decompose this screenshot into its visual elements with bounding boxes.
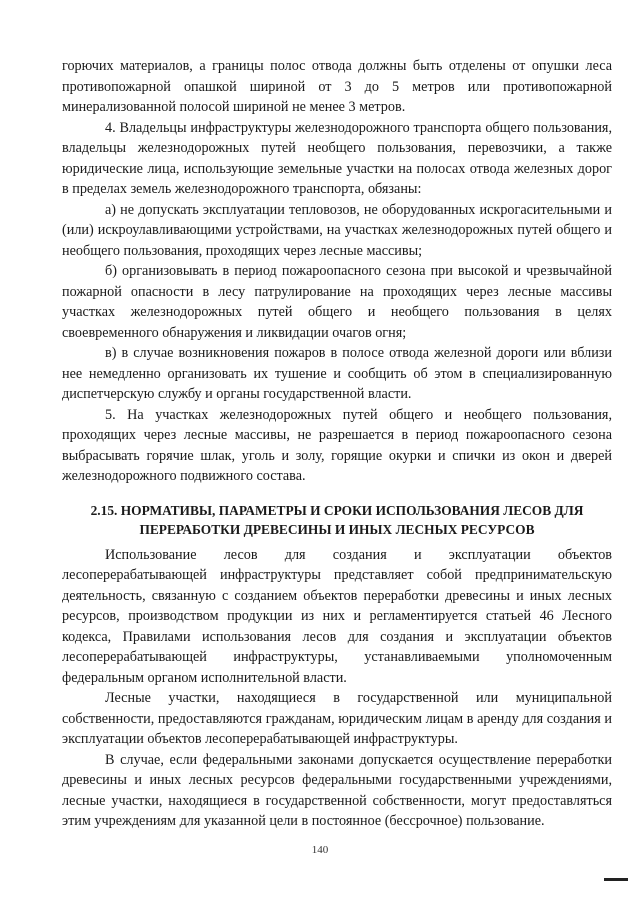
paragraph-item-v: в) в случае возникновения пожаров в полосе отвода железной дороги или вблизи нее немедленно организовать их тушение и сообщить об этом в специализированную диспетчерскую службу и органы государственной власти. <box>62 345 612 402</box>
paragraph-continuation: горючих материалов, а границы полос отвода должны быть отделены от опушки леса противопожарной опашкой шириной от 3 до 5 метров или противопожарной минерализованной полосой шириной не менее 3 метров. <box>62 58 612 115</box>
paragraph-item-5: 5. На участках железнодорожных путей общего и необщего пользования, проходящих через лесные массивы, не разрешается в период пожароопасного сезона выбрасывать горячие шлак, уголь и золу, горящие окурки и спички из окон и дверей железнодорожного подвижного состава. <box>62 406 612 484</box>
paragraph-usage: Использование лесов для создания и эксплуатации объектов лесоперерабатывающей инфраструктуры представляет собой предпринимательскую деятельность, связанную с созданием объектов переработки древесины и иных лесных ресурсов, производством продукции из них и регламентируется статьей 46 Лесного кодекса, Правилами использования лесов для создания и эксплуатации объектов лесоперерабатывающей инфраструктуры, устанавливаемыми уполномоченным федеральным органом исполнительной власти. <box>62 546 612 686</box>
scan-mark <box>604 878 628 881</box>
section-heading <box>62 501 612 539</box>
page-body <box>62 56 612 832</box>
paragraph-lease: Лесные участки, находящиеся в государственной или муниципальной собственности, предоставляются гражданам, юридическим лицам в аренду для создания и эксплуатации объектов лесоперерабатывающей инфраструктуры. <box>62 690 612 747</box>
paragraph-permanent-use: В случае, если федеральными законами допускается осуществление переработки древесины и иных лесных ресурсов федеральными государственными учреждениями, лесные участки, находящиеся в государственной собственности, могут предоставляться этим учреждениям для указанной цели в постоянное (бессрочное) пользование. <box>62 751 612 829</box>
paragraph-item-b: б) организовывать в период пожароопасного сезона при высокой и чрезвычайной пожарной опасности в лесу патрулирование на проходящих через лесные массивы участках железнодорожных путей общего и необщего пользования в целях своевременного обнаружения и ликвидации очагов огня; <box>62 263 612 341</box>
section-heading-line-1: 2.15. НОРМАТИВЫ, ПАРАМЕТРЫ И СРОКИ ИСПОЛЬЗОВАНИЯ ЛЕСОВ ДЛЯ <box>90 502 584 518</box>
page-number: 140 <box>311 844 329 856</box>
paragraph-item-4: 4. Владельцы инфраструктуры железнодорожного транспорта общего пользования, владельцы железнодорожных путей необщего пользования, перевозчики, а также юридические лица, использующие земельные участки на полосах отвода железных дорог в пределах земель железнодорожного транспорта, обязаны: <box>62 119 612 197</box>
section-heading-line-2: ПЕРЕРАБОТКИ ДРЕВЕСИНЫ И ИНЫХ ЛЕСНЫХ РЕСУРСОВ <box>139 521 535 537</box>
paragraph-item-a: а) не допускать эксплуатации тепловозов, не оборудованных искрогасительными и (или) искроулавливающими устройствами, на участках железнодорожных путей общего и необщего пользования, проходящих через лесные массивы; <box>62 201 612 259</box>
